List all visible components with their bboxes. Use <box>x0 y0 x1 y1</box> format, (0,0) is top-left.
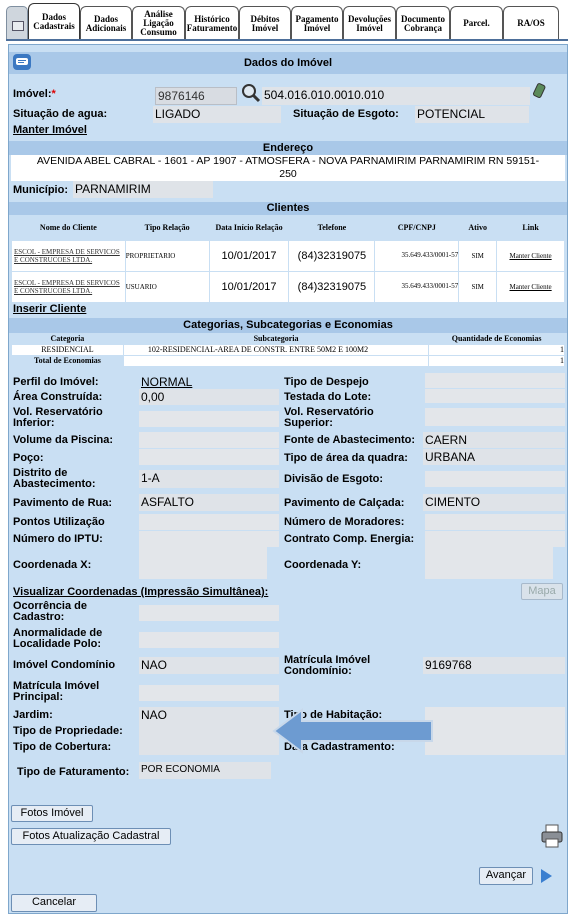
contrato-label: Contrato Comp. Energia: <box>284 533 415 545</box>
categorias-header-row <box>12 333 565 344</box>
pav-rua-value: ASFALTO <box>139 494 279 511</box>
pav-rua-label: Pavimento de Rua: <box>13 497 113 509</box>
table-row <box>12 271 565 302</box>
testada-label: Testada do Lote: <box>284 391 372 403</box>
cliente-data: 10/01/2017 <box>209 240 289 271</box>
col-header: Telefone <box>289 215 375 240</box>
avancar-button[interactable]: Avançar <box>479 867 533 885</box>
tab-dados-cadastrais[interactable]: Dados Cadastrais <box>28 3 80 40</box>
endereco-title: Endereço <box>262 142 314 154</box>
poco-value <box>139 449 279 465</box>
tipo-cobertura-label: Tipo de Cobertura: <box>13 741 112 753</box>
tab-ra-os[interactable]: RA/OS <box>503 6 559 40</box>
mat-condominio-value: 9169768 <box>423 657 565 674</box>
anormalidade-value <box>139 632 279 648</box>
clientes-title: Clientes <box>266 202 310 214</box>
cliente-cpf: 35.649.433/0001-57 <box>375 271 459 302</box>
cancelar-button[interactable]: Cancelar <box>11 894 97 912</box>
iptu-value <box>139 531 279 547</box>
cliente-telefone: (84)32319075 <box>289 240 375 271</box>
tipo-area-value: URBANA <box>423 449 565 465</box>
cliente-nome[interactable]: ESCOL - EMPRESA DE SERVICOS E CONSTRUCOES LTDA. <box>12 240 126 271</box>
categorias-header <box>9 318 567 333</box>
tab-documento-cobranca[interactable]: Documento Cobrança <box>396 6 450 40</box>
col-header: Data Início Relação <box>209 215 289 240</box>
fotos-atualizacao-button[interactable]: Fotos Atualização Cadastral <box>11 828 171 845</box>
pav-calcada-value: CIMENTO <box>423 494 565 511</box>
tab-parcel[interactable]: Parcel. <box>450 6 503 40</box>
vol-inf-value <box>139 411 279 427</box>
tipo-habitacao-value <box>425 707 565 755</box>
cliente-nome[interactable]: ESCOL - EMPRESA DE SERVICOS E CONSTRUCOES LTDA. <box>12 271 126 302</box>
cliente-tipo: USUARIO <box>125 271 209 302</box>
visualizar-coordenadas-link[interactable]: Visualizar Coordenadas (Impressão Simultânea): <box>13 586 269 598</box>
ocorrencia-value <box>139 605 279 621</box>
perfil-label: Perfil do Imóvel: <box>13 376 99 388</box>
divisao-value <box>425 471 565 487</box>
col-header: Ativo <box>459 215 497 240</box>
coord-y-textarea[interactable] <box>425 547 553 579</box>
testada-value <box>425 389 565 403</box>
col-header: Link <box>497 215 565 240</box>
tab-dados-adicionais[interactable]: Dados Adicionais <box>80 6 132 40</box>
tab-historico-faturamento[interactable]: Histórico Faturamento <box>185 6 239 40</box>
tipo-habitacao-label: Tipo de Habitação: <box>284 709 383 721</box>
condominio-value: NAO <box>139 657 279 674</box>
coord-y-label: Coordenada Y: <box>284 559 362 571</box>
vol-inf-label: Vol. Reservatório Inferior: <box>13 406 103 429</box>
piscina-value <box>139 432 279 448</box>
area-value: 0,00 <box>139 389 279 405</box>
cliente-tipo: PROPRIETARIO <box>125 240 209 271</box>
dados-imovel-title: Dados do Imóvel <box>243 57 333 69</box>
municipio-value: PARNAMIRIM <box>73 181 213 198</box>
table-row <box>12 355 565 366</box>
tipo-despejo-label: Tipo de Despejo <box>284 376 369 388</box>
tab-debitos-imovel[interactable]: Débitos Imóvel <box>239 6 291 40</box>
mat-condominio-label: Matrícula Imóvel Condomínio: <box>284 654 371 677</box>
situacao-agua-label: Situação de agua: <box>13 108 108 120</box>
anormalidade-label: Anormalidade de Localidade Polo: <box>13 627 103 650</box>
jardim-label: Jardim: <box>13 709 53 721</box>
tab-bar <box>6 2 568 40</box>
mapa-button[interactable]: Mapa <box>521 583 563 600</box>
vol-sup-label: Vol. Reservatório Superior: <box>284 406 374 429</box>
table-row <box>12 344 565 355</box>
situacao-agua-value: LIGADO <box>153 106 281 123</box>
inscricao-value: 504.016.010.0010.010 <box>262 87 530 105</box>
manter-cliente-link[interactable]: Manter Cliente <box>497 271 565 302</box>
col-header: Categoria <box>12 333 124 344</box>
tipo-faturamento-label: Tipo de Faturamento: <box>17 766 130 778</box>
data-cadastramento-label: Data Cadastramento: <box>284 741 395 753</box>
tab-icon[interactable] <box>6 6 28 40</box>
categoria-cell: RESIDENCIAL <box>12 344 124 355</box>
cliente-ativo: SIM <box>459 240 497 271</box>
mat-principal-label: Matrícula Imóvel Principal: <box>13 680 100 703</box>
vol-sup-value <box>425 408 565 426</box>
clientes-table <box>11 215 565 303</box>
situacao-esgoto-label: Situação de Esgoto: <box>293 108 399 120</box>
categorias-table <box>11 333 565 367</box>
quantidade-cell: 1 <box>429 344 565 355</box>
pontos-label: Pontos Utilização <box>13 516 105 528</box>
tab-devolucoes-imovel[interactable]: Devoluções Imóvel <box>343 6 396 40</box>
total-label: Total de Economias <box>12 355 124 366</box>
piscina-label: Volume da Piscina: <box>13 434 114 446</box>
tab-pagamento-imovel[interactable]: Pagamento Imóvel <box>291 6 343 40</box>
perfil-value: NORMAL <box>141 375 193 389</box>
pontos-value <box>139 514 279 530</box>
col-header: Subcategoria <box>123 333 428 344</box>
col-header: Quantidade de Economias <box>429 333 565 344</box>
annotation-arrow-icon <box>272 708 436 754</box>
address-line-1: AVENIDA ABEL CABRAL - 1601 - AP 1907 - ATMOSFERA - NOVA PARNAMIRIM PARNAMIRIM RN 59151- <box>36 155 540 167</box>
ocorrencia-label: Ocorrência de Cadastro: <box>13 600 87 623</box>
coord-x-textarea[interactable] <box>139 547 267 579</box>
moradores-label: Número de Moradores: <box>284 516 405 528</box>
moradores-value <box>425 514 565 530</box>
search-icon[interactable] <box>241 83 261 103</box>
subcategoria-cell: 102-RESIDENCIAL-AREA DE CONSTR. ENTRE 50M2 E 100M2 <box>123 344 428 355</box>
main-frame <box>8 44 568 914</box>
total-value: 1 <box>429 355 565 366</box>
iptu-label: Número do IPTU: <box>13 533 103 545</box>
cliente-telefone: (84)32319075 <box>289 271 375 302</box>
fonte-label: Fonte de Abastecimento: <box>284 434 415 446</box>
contrato-value <box>425 531 565 547</box>
table-row <box>12 240 565 271</box>
arrow-right-icon[interactable] <box>539 868 553 884</box>
clientes-header-row <box>12 215 565 240</box>
address-block <box>11 155 565 181</box>
chat-icon[interactable] <box>13 54 31 70</box>
clientes-header <box>9 202 567 215</box>
jardim-value: NAO <box>139 707 279 755</box>
total-spacer <box>123 355 428 366</box>
dados-imovel-header <box>9 52 567 74</box>
tipo-propriedade-label: Tipo de Propriedade: <box>13 725 123 737</box>
col-header: Nome do Cliente <box>12 215 126 240</box>
col-header: CPF/CNPJ <box>375 215 459 240</box>
cliente-cpf: 35.649.433/0001-57 <box>375 240 459 271</box>
divisao-label: Divisão de Esgoto: <box>284 473 384 485</box>
imovel-label: Imóvel:* <box>13 88 56 100</box>
poco-label: Poço: <box>13 452 44 464</box>
fotos-imovel-button[interactable]: Fotos Imóvel <box>11 805 93 822</box>
condominio-label: Imóvel Condomínio <box>13 659 116 671</box>
distrito-value: 1-A <box>139 470 279 488</box>
tipo-area-label: Tipo de área da quadra: <box>284 452 408 464</box>
manter-imovel-link[interactable]: Manter Imóvel <box>13 124 87 136</box>
area-label: Área Construída: <box>13 391 103 403</box>
imovel-input[interactable]: 9876146 <box>155 87 237 105</box>
address-line-2: 250 <box>279 168 297 180</box>
fonte-value: CAERN <box>423 432 565 448</box>
tab-divider <box>6 39 568 41</box>
coord-x-label: Coordenada X: <box>13 559 92 571</box>
distrito-label: Distrito de Abastecimento: <box>13 467 96 490</box>
mat-principal-value <box>139 685 279 701</box>
tab-analise-ligacao-consumo[interactable]: Análise Ligação Consumo <box>132 6 185 40</box>
cliente-data: 10/01/2017 <box>209 271 289 302</box>
inserir-cliente-link[interactable]: Inserir Cliente <box>13 303 87 315</box>
eraser-icon[interactable] <box>532 83 546 99</box>
printer-icon[interactable] <box>539 823 565 849</box>
categorias-title: Categorias, Subcategorias e Economias <box>183 319 393 331</box>
cliente-ativo: SIM <box>459 271 497 302</box>
tipo-despejo-value <box>425 373 565 388</box>
manter-cliente-link[interactable]: Manter Cliente <box>497 240 565 271</box>
col-header: Tipo Relação <box>125 215 209 240</box>
tipo-faturamento-value: POR ECONOMIA <box>139 762 271 779</box>
situacao-esgoto-value: POTENCIAL <box>415 106 529 123</box>
pav-calcada-label: Pavimento de Calçada: <box>284 497 405 509</box>
municipio-label: Município: <box>13 184 68 196</box>
endereco-header <box>9 141 567 155</box>
